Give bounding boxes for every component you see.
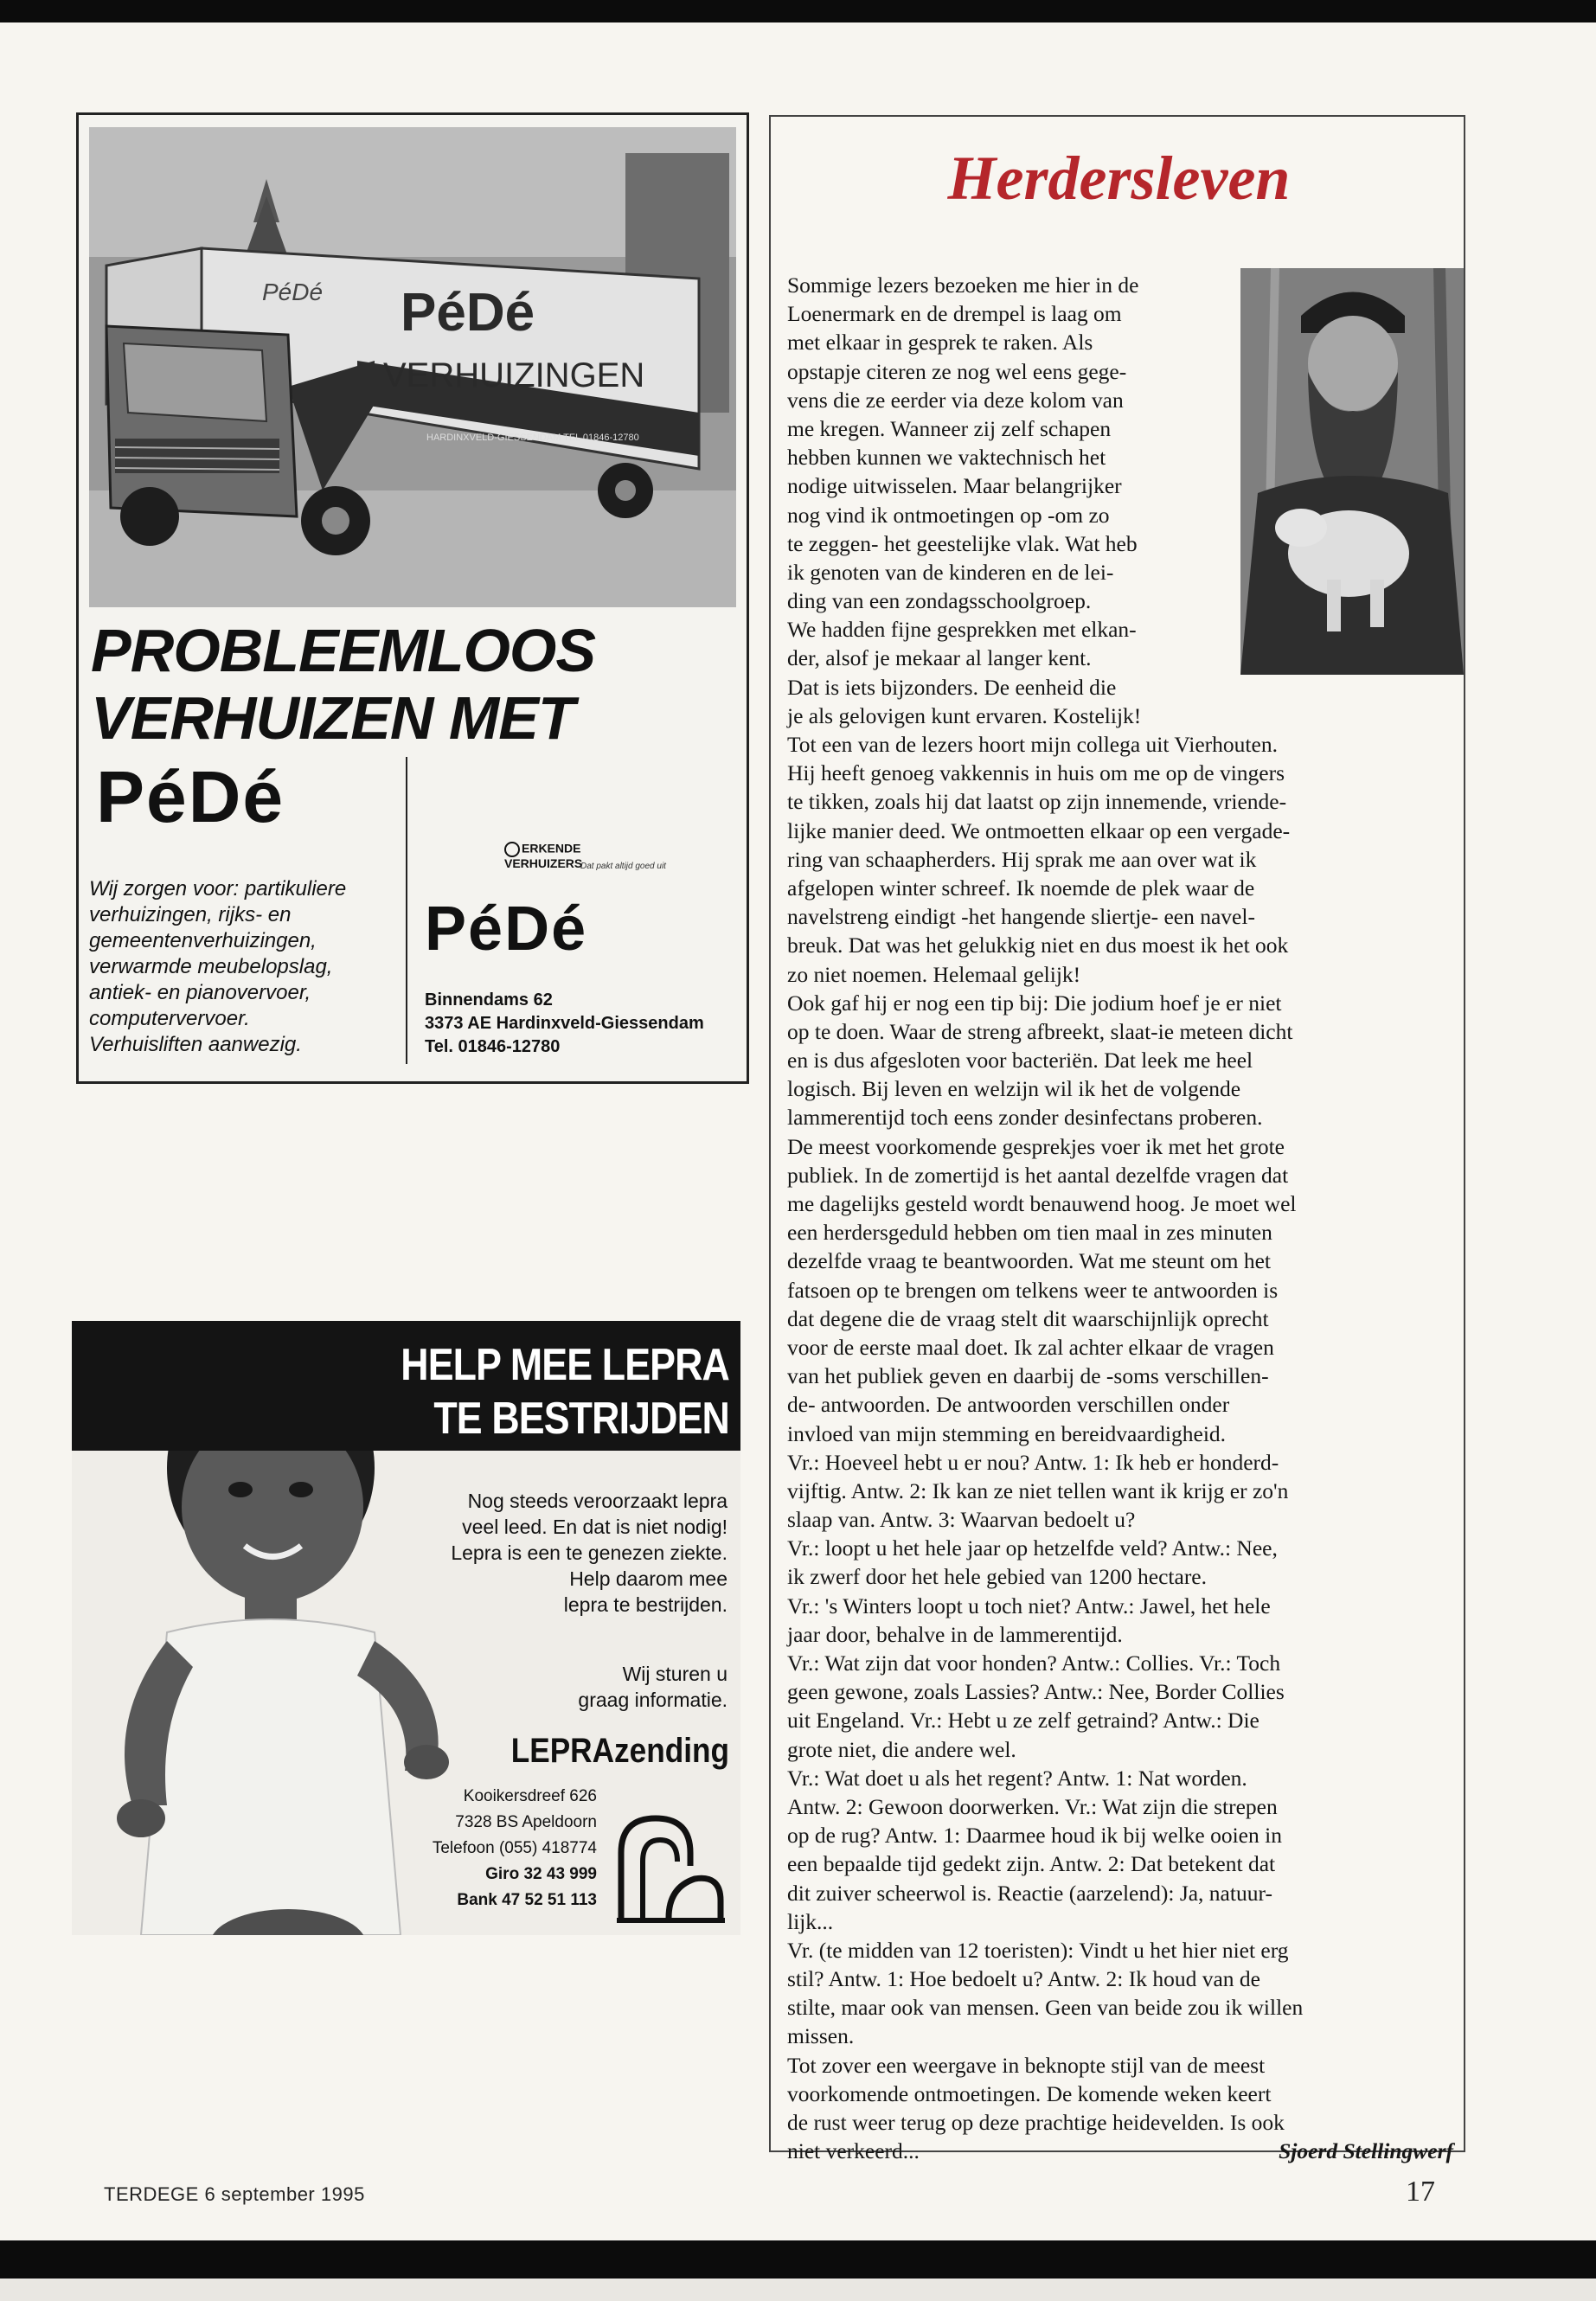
pede-slogan: Dat pakt altijd goed uit — [580, 862, 666, 871]
column-line: opstapje citeren ze nog wel eens gege- — [787, 358, 1127, 384]
column-line: me kregen. Wanneer zij zelf schapen — [787, 415, 1112, 441]
column-line: voor de eerste maal doet. Ik zal achter elkaar de vragen — [787, 1334, 1274, 1360]
column-last-line — [787, 2137, 1453, 2165]
column-line: Loenermark en de drempel is laag om — [787, 301, 1122, 327]
column-line: en is dus afgesloten voor bacteriën. Dat leek me heel — [787, 1048, 1253, 1074]
column-line: nodige uitwisselen. Maar belangrijker — [787, 473, 1122, 499]
column-line: Vr.: Hoeveel hebt u er nou? Antw. 1: Ik heb er honderd- — [787, 1449, 1279, 1475]
column-line: Dat is iets bijzonders. De eenheid die — [787, 674, 1117, 700]
column-line: stilte, maar ook van mensen. Geen van beide zou ik willen — [787, 1995, 1304, 2021]
column-line: een bepaalde tijd gedekt zijn. Antw. 2: Dat betekent dat — [787, 1851, 1276, 1877]
lepra-body-line: lepra te bestrijden. — [563, 1593, 727, 1616]
publication-footer: TERDEGE 6 september 1995 — [104, 2183, 365, 2205]
column-line: Tot een van de lezers hoort mijn collega uit Vierhouten. — [787, 732, 1278, 757]
column-line: De meest voorkomende gesprekjes voer ik met het grote — [787, 1133, 1285, 1159]
lepra-contact-line: Kooikersdreef 626 — [463, 1787, 597, 1805]
column-line: dat degene die de vraag stelt dit waarschijnlijk oprecht — [787, 1305, 1269, 1331]
column-line: jaar door, behalve in de lammerentijd. — [787, 1621, 1123, 1647]
lepra-info-offer — [452, 1661, 727, 1713]
column-line: de rust weer terug op deze prachtige heidevelden. Is ook — [787, 2110, 1285, 2135]
address-line: 3373 AE Hardinxveld-Giessendam — [425, 1014, 704, 1033]
lepra-contact-line: Bank 47 52 51 113 — [457, 1891, 597, 1909]
column-line: logisch. Bij leven en welzijn wil ik het de volgende — [787, 1076, 1241, 1102]
bottom-margin — [0, 2279, 1596, 2301]
column-line: Vr.: Wat zijn dat voor honden? Antw.: Collies. Vr.: Toch — [787, 1650, 1281, 1676]
lepra-contact-line: Giro 32 43 999 — [485, 1865, 597, 1883]
column-line: voorkomende ontmoetingen. De komende weken keert — [787, 2080, 1272, 2106]
service-line: Wij zorgen voor: partikuliere — [89, 877, 347, 901]
lepra-headline-line: HELP MEE LEPRA — [401, 1340, 729, 1390]
lepra-advertisement — [72, 1321, 740, 1935]
column-line: grote niet, die andere wel. — [787, 1736, 1016, 1762]
lepra-body-line: veel leed. En dat is niet nodig! — [462, 1516, 727, 1538]
service-line: verwarmde meubelopslag, — [89, 955, 333, 978]
column-line: me dagelijks gesteld wordt benauwend hoog. Je moet wel — [787, 1191, 1297, 1216]
address-line: Tel. 01846-12780 — [425, 1037, 561, 1056]
column-line: ding van een zondagsschoolgroep. — [787, 588, 1092, 614]
bottom-scan-edge — [0, 2240, 1596, 2279]
column-line: invloed van mijn stemming en bereidvaardigheid. — [787, 1420, 1227, 1446]
pede-headline-line2: VERHUIZEN MET — [91, 684, 574, 752]
lepra-info-line: graag informatie. — [578, 1689, 727, 1711]
pede-headline — [91, 617, 731, 752]
address-line: Binnendams 62 — [425, 990, 553, 1009]
column-line: van het publiek geven en daarbij de -soms verschillen- — [787, 1363, 1269, 1389]
column-line: vijftig. Antw. 2: Ik kan ze niet tellen want ik krijg er zo'n — [787, 1477, 1289, 1503]
column-line: breuk. Dat was het gelukkig niet en dus moest ik het ook — [787, 933, 1289, 958]
column-line: navelstreng eindigt -het hangende sliertje- een navel- — [787, 904, 1255, 930]
column-line: stil? Antw. 1: Hoe bedoelt u? Antw. 2: Ik houd van de — [787, 1966, 1260, 1992]
lepra-body-line: Lepra is een te genezen ziekte. — [451, 1541, 727, 1564]
lepra-contact-line: Telefoon (055) 418774 — [432, 1839, 597, 1857]
column-line: slaap van. Antw. 3: Waarvan bedoelt u? — [787, 1507, 1136, 1533]
column-line: een herdersgeduld hebben om tien maal in zes minuten — [787, 1220, 1272, 1246]
lepra-info-line: Wij sturen u — [622, 1663, 727, 1685]
column-line: Vr. (te midden van 12 toeristen): Vindt u het hier niet erg — [787, 1937, 1289, 1963]
column-line: lammerentijd toch eens zonder desinfectans proberen. — [787, 1105, 1263, 1131]
column-line: Tot zover een weergave in beknopte stijl van de meest — [787, 2052, 1266, 2078]
column-line: der, alsof je mekaar al langer kent. — [787, 645, 1092, 671]
column-line: Antw. 2: Gewoon doorwerken. Vr.: Wat zijn die strepen — [787, 1793, 1278, 1819]
pede-logo-small: PéDé — [425, 894, 588, 964]
erkende-ring-icon — [504, 842, 520, 857]
column-line: dit zuiver scheerwol is. Reactie (aarzelend): Ja, natuur- — [787, 1880, 1272, 1906]
service-line: antiek- en pianovervoer, — [89, 981, 311, 1004]
column-line: te tikken, zoals hij dat laatst op zijn innemende, vriende- — [787, 789, 1287, 815]
service-line: Verhuisliften aanwezig. — [89, 1033, 302, 1056]
column-line: afgelopen winter schreef. Ik noemde de plek waar de — [787, 875, 1255, 901]
service-line: computervervoer. — [89, 1007, 250, 1030]
pede-logo: PéDé — [96, 756, 285, 837]
truck-side-brand: PéDé — [401, 283, 535, 343]
column-line: vens die ze eerder via deze kolom van — [787, 387, 1124, 413]
lepra-contact-line: 7328 BS Apeldoorn — [455, 1813, 597, 1831]
column-line: te zeggen- het geestelijke vlak. Wat heb — [787, 530, 1138, 556]
column-line: Ook gaf hij er nog een tip bij: Die jodium hoef je er niet — [787, 990, 1282, 1016]
column-line: de- antwoorden. De antwoorden verschillen onder — [787, 1392, 1230, 1418]
column-line: op te doen. Waar de streng afbreekt, slaat-ie meteen dicht — [787, 1018, 1293, 1044]
pede-address — [425, 989, 745, 1059]
truck-side-label: VERHUIZINGEN — [383, 356, 645, 394]
lepra-body-line: Help daarom mee — [569, 1567, 727, 1590]
column-title: Herdersleven — [947, 144, 1291, 213]
column-line: Vr.: Wat doet u als het regent? Antw. 1: Nat worden. — [787, 1765, 1247, 1791]
pede-headline-line1: PROBLEEMLOOS — [91, 617, 596, 684]
column-line: hebben kunnen we vaktechnisch het — [787, 445, 1106, 471]
lepra-zending-logo-icon — [608, 1805, 729, 1926]
column-line: ik genoten van de kinderen en de lei- — [787, 559, 1114, 585]
lepra-brand: LEPRAzending — [510, 1732, 729, 1770]
column-line: met elkaar in gesprek te raken. Als — [787, 330, 1093, 356]
column-line: Vr.: 's Winters loopt u toch niet? Antw.: Jawel, het hele — [787, 1593, 1271, 1618]
lepra-body-line: Nog steeds veroorzaakt lepra — [467, 1490, 727, 1512]
column-line: uit Engeland. Vr.: Hebt u ze zelf getraind? Antw.: Die — [787, 1708, 1259, 1734]
column-line: nog vind ik ontmoetingen op -om zo — [787, 502, 1110, 528]
service-line: gemeentenverhuizingen, — [89, 929, 317, 952]
herdersleven-column — [769, 115, 1465, 2164]
column-line: We hadden fijne gesprekken met elkan- — [787, 617, 1137, 643]
column-line: dezelfde vraag te beantwoorden. Wat me steunt om het — [787, 1248, 1271, 1274]
page-number: 17 — [1406, 2176, 1435, 2208]
column-line: lijk... — [787, 1908, 834, 1934]
column-line: publiek. In de zomertijd is het aantal dezelfde vragen dat — [787, 1162, 1289, 1188]
truck-phone-strip: HARDINXVELD-GIESSENDAM TEL 01846-12780 — [426, 433, 639, 443]
column-line: je als gelovigen kunt ervaren. Kostelijk! — [787, 702, 1142, 728]
column-line: zo niet noemen. Helemaal gelijk! — [787, 961, 1081, 987]
pede-advertisement — [76, 112, 749, 1084]
truck-photo — [89, 127, 736, 607]
column-line: fatsoen op te brengen om telkens weer te antwoorden is — [787, 1277, 1279, 1303]
column-closing-text: niet verkeerd... — [787, 2138, 920, 2164]
column-line: ik zwerf door het hele gebied van 1200 hectare. — [787, 1564, 1207, 1590]
truck-cab-logo: PéDé — [262, 279, 324, 305]
erkende-line1: ERKENDE — [522, 841, 581, 856]
column-line: ring van schaapherders. Hij sprak me aan over wat ik — [787, 846, 1257, 872]
lepra-contact — [331, 1784, 597, 1913]
column-line: missen. — [787, 2023, 855, 2049]
erkende-line2: VERHUIZERS — [504, 856, 583, 870]
author-signature: Sjoerd Stellingwerf — [1279, 2138, 1453, 2164]
top-scan-edge — [0, 0, 1596, 22]
column-line: op de rug? Antw. 1: Daarmee houd ik bij welke ooien in — [787, 1823, 1282, 1849]
column-line: lijke manier deed. We ontmoetten elkaar op een vergade- — [787, 817, 1291, 843]
column-line: geen gewone, zoals Lassies? Antw.: Nee, Border Collies — [787, 1679, 1285, 1705]
pede-services — [89, 876, 401, 1058]
column-body — [787, 271, 1453, 2165]
column-line: Vr.: loopt u het hele jaar op hetzelfde veld? Antw.: Nee, — [787, 1535, 1278, 1561]
lepra-headline-line: TE BESTRIJDEN — [433, 1394, 729, 1444]
ad-divider — [406, 757, 407, 1064]
column-line: Hij heeft genoeg vakkennis in huis om me op de vingers — [787, 760, 1285, 786]
service-line: verhuizingen, rijks- en — [89, 903, 292, 926]
lepra-headline — [387, 1338, 729, 1445]
column-line: Sommige lezers bezoeken me hier in de — [787, 272, 1139, 298]
lepra-body — [366, 1488, 727, 1618]
